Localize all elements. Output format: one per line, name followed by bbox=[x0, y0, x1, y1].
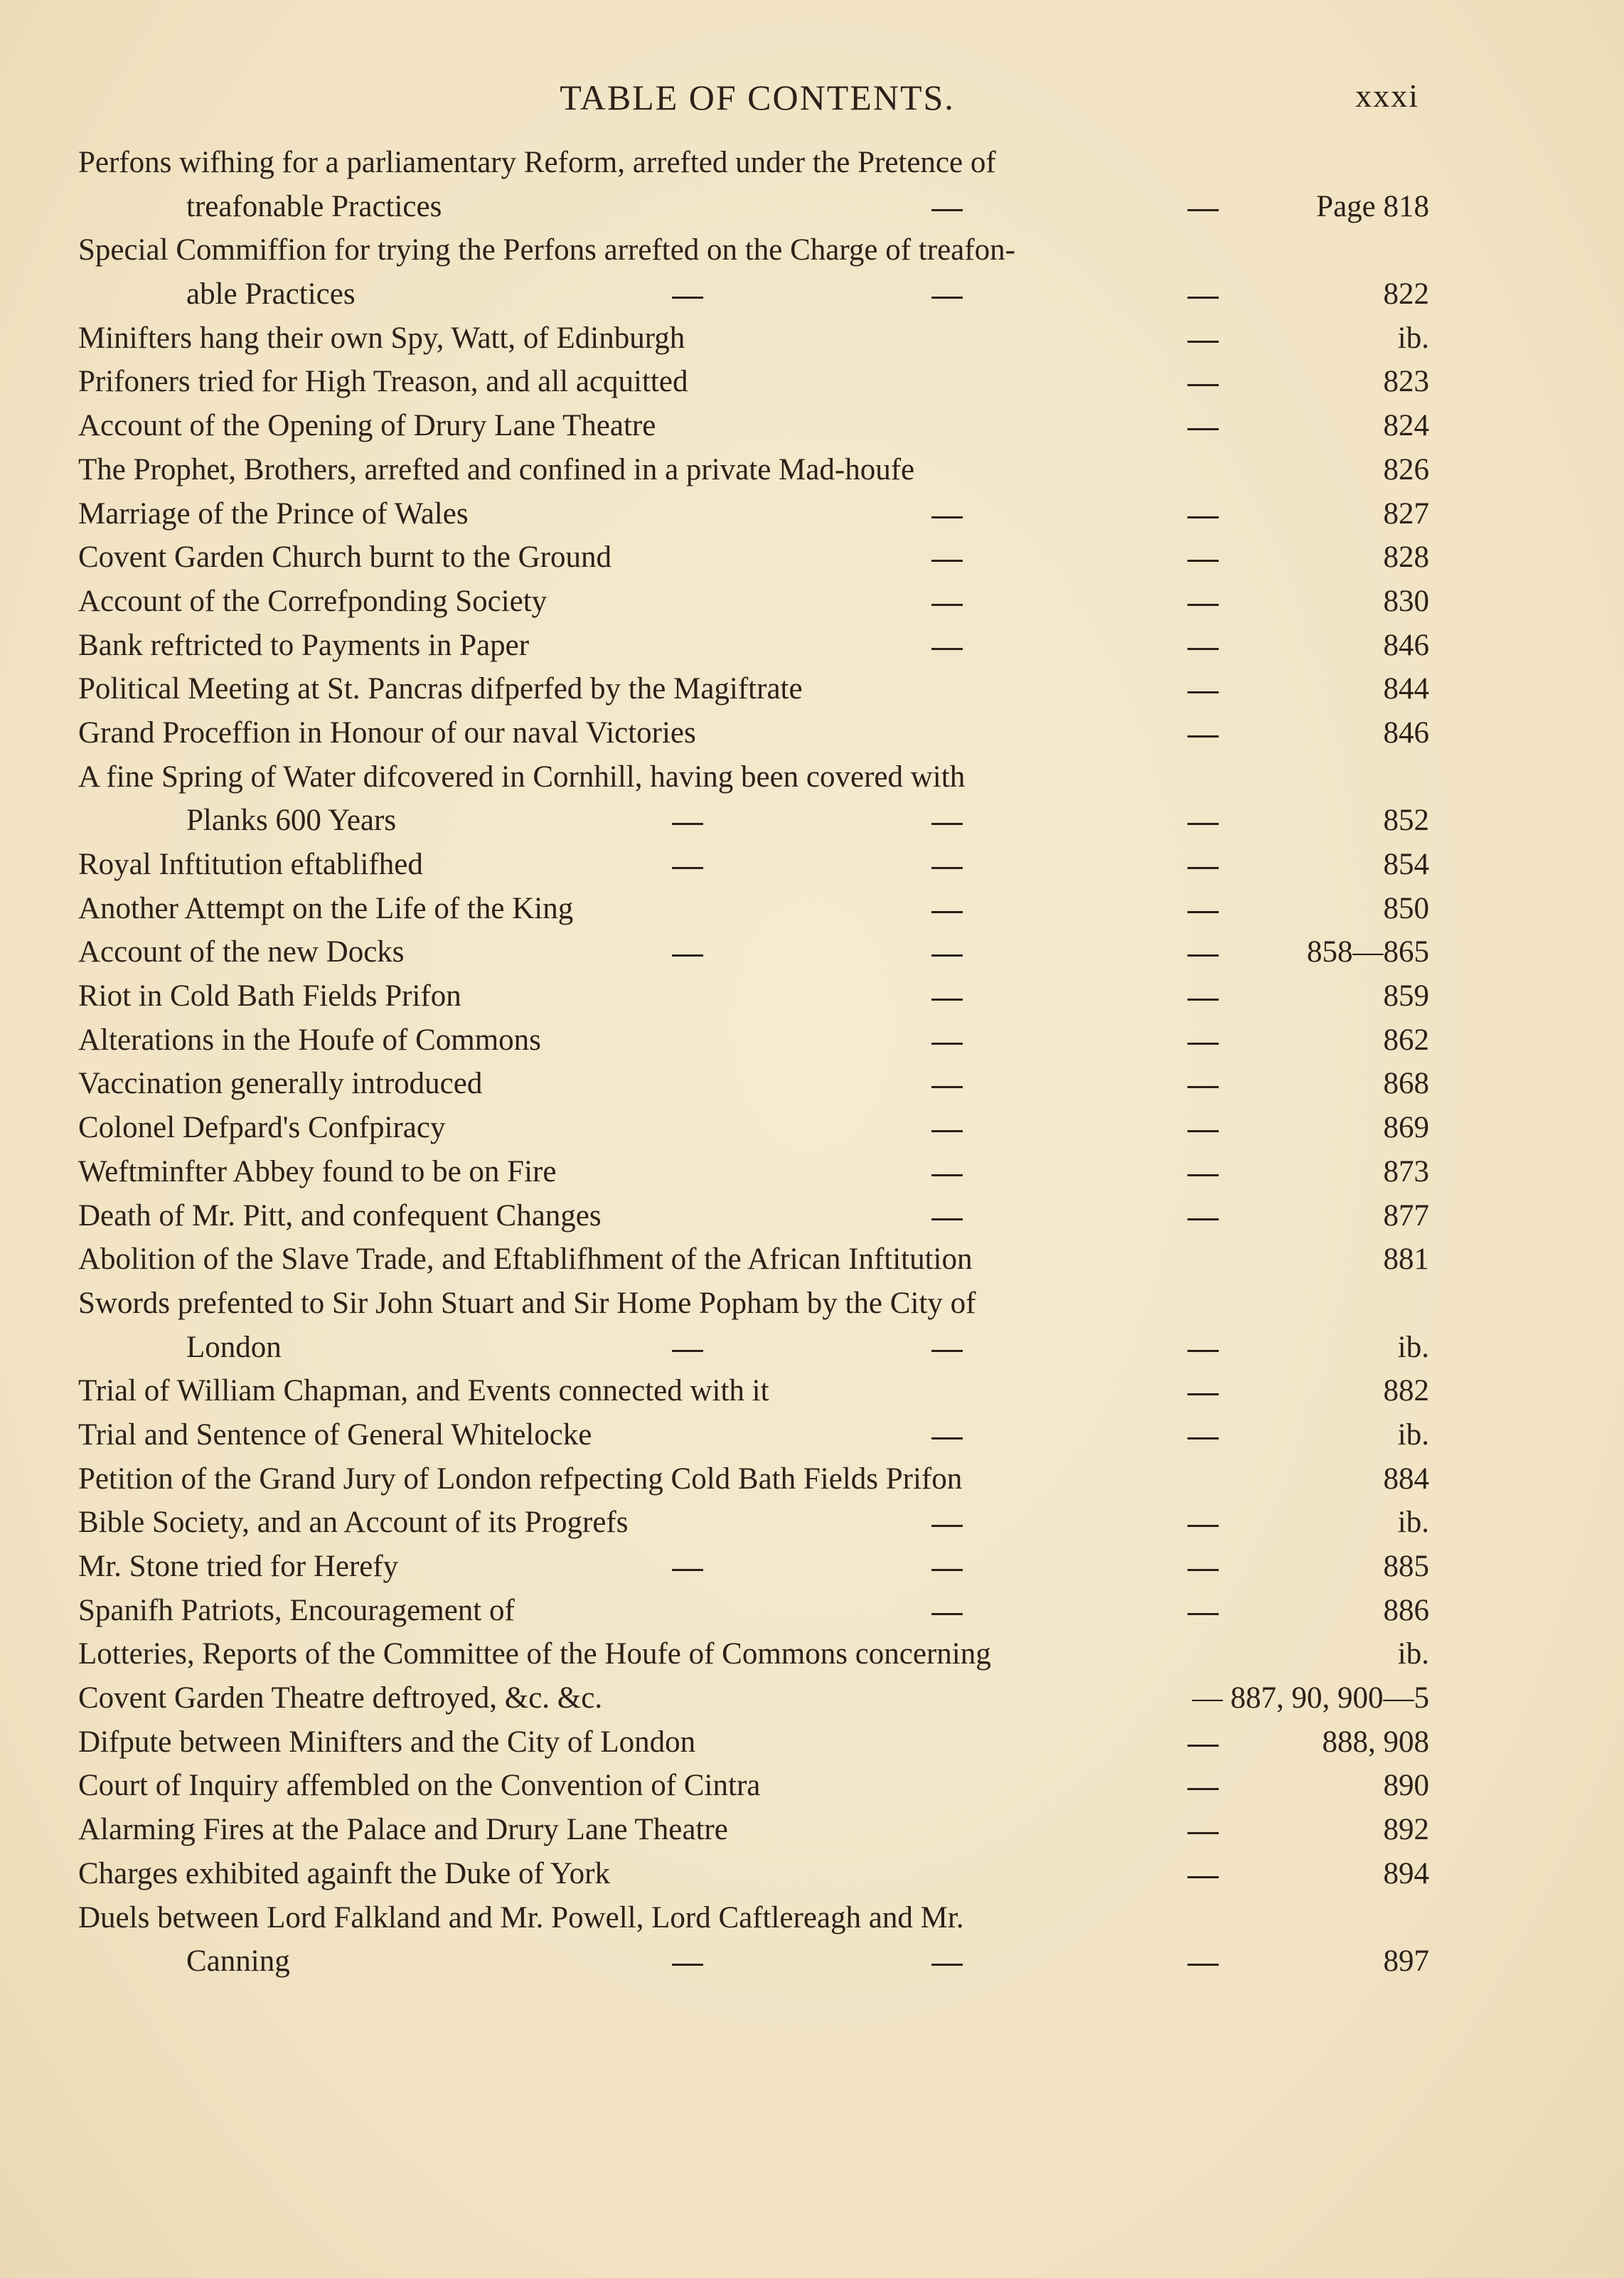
toc-entry-text: Special Commiffion for trying the Perfons arrefted on the Charge of treafon- bbox=[78, 233, 1015, 267]
toc-entry bbox=[78, 843, 1429, 887]
toc-page-number: 885 bbox=[1383, 1550, 1429, 1583]
folio-number: xxxi bbox=[1355, 78, 1419, 114]
leader-dash bbox=[931, 1218, 963, 1220]
leader-dash bbox=[1187, 1086, 1219, 1088]
toc-entry bbox=[78, 492, 1429, 536]
toc-page-number: 873 bbox=[1383, 1154, 1429, 1188]
toc-entry-text: Bank reftricted to Payments in Paper bbox=[78, 628, 530, 662]
toc-page-number: 826 bbox=[1383, 452, 1429, 486]
leader-dash bbox=[931, 999, 963, 1001]
leader-dash bbox=[672, 823, 703, 825]
leader-dash bbox=[1187, 209, 1219, 211]
leader-dash bbox=[1187, 1964, 1219, 1966]
leader-dash bbox=[931, 1086, 963, 1088]
toc-page-number: Page 818 bbox=[1316, 189, 1429, 223]
toc-entry bbox=[78, 1106, 1429, 1150]
toc-entry bbox=[78, 1413, 1429, 1457]
leader-dash bbox=[1187, 691, 1219, 693]
toc-entry-text: Court of Inquiry affembled on the Convention of Cintra bbox=[78, 1769, 761, 1803]
toc-page-number: ib. bbox=[1397, 1506, 1429, 1540]
toc-entry-text: Perfons wifhing for a parliamentary Reform, arrefted under the Pretence of bbox=[78, 146, 996, 179]
toc-page-number: 824 bbox=[1383, 409, 1429, 443]
toc-entry bbox=[78, 448, 1429, 492]
leader-dash bbox=[1187, 1393, 1219, 1395]
leader-dash bbox=[1187, 1569, 1219, 1571]
toc-entry bbox=[78, 1939, 1429, 1984]
leader-dash bbox=[1187, 1525, 1219, 1527]
leader-dash bbox=[1187, 954, 1219, 957]
toc-entry-text: able Practices bbox=[186, 277, 356, 312]
toc-page-number: 822 bbox=[1383, 277, 1429, 312]
leader-dash bbox=[1187, 1876, 1219, 1878]
toc-entry-text: Another Attempt on the Life of the King bbox=[78, 891, 574, 925]
toc-page-number: 881 bbox=[1383, 1242, 1429, 1277]
toc-page-number: 869 bbox=[1383, 1111, 1429, 1145]
leader-dash bbox=[1187, 384, 1219, 386]
leader-dash bbox=[1187, 428, 1219, 430]
toc-entry bbox=[78, 755, 1429, 799]
leader-dash bbox=[1187, 648, 1219, 650]
leader-dash bbox=[931, 1569, 963, 1571]
toc-entry bbox=[78, 580, 1429, 624]
toc-entry-text: Minifters hang their own Spy, Watt, of Edinburgh bbox=[78, 321, 685, 355]
toc-entry bbox=[78, 1369, 1429, 1413]
toc-entry bbox=[78, 1764, 1429, 1808]
leader-dash bbox=[1187, 604, 1219, 606]
toc-entry-text: Petition of the Grand Jury of London refpecting Cold Bath Fields Prifon bbox=[78, 1462, 963, 1496]
toc-entry-text: Trial and Sentence of General Whitelocke bbox=[78, 1417, 592, 1452]
toc-entry bbox=[78, 799, 1429, 843]
toc-entry bbox=[78, 1808, 1429, 1852]
toc-page-number: 862 bbox=[1383, 1023, 1429, 1057]
toc-entry-text: Bible Society, and an Account of its Progrefs bbox=[78, 1506, 629, 1540]
toc-page-number: 850 bbox=[1383, 891, 1429, 925]
leader-dash bbox=[931, 1437, 963, 1439]
leader-dash bbox=[931, 648, 963, 650]
toc-entry bbox=[78, 1326, 1429, 1370]
toc-page-number: 852 bbox=[1383, 804, 1429, 838]
toc-page-number: 846 bbox=[1383, 715, 1429, 750]
toc-page-number: 892 bbox=[1383, 1813, 1429, 1847]
toc-entry-text: Colonel Defpard's Confpiracy bbox=[78, 1111, 446, 1145]
leader-dash bbox=[1187, 1218, 1219, 1220]
leader-dash bbox=[1187, 1437, 1219, 1439]
toc-entry-text: Covent Garden Theatre deftroyed, &c. &c. bbox=[78, 1681, 603, 1715]
leader-dash bbox=[931, 1130, 963, 1132]
leader-dash bbox=[672, 1350, 703, 1352]
toc-entry bbox=[78, 272, 1429, 316]
leader-dash bbox=[672, 1964, 703, 1966]
toc-entry-text: Riot in Cold Bath Fields Prifon bbox=[78, 979, 461, 1013]
leader-dash bbox=[672, 867, 703, 869]
toc-entry-text: Canning bbox=[186, 1944, 290, 1979]
leader-dash bbox=[931, 604, 963, 606]
toc-entry bbox=[78, 404, 1429, 448]
toc-page-number: 882 bbox=[1383, 1374, 1429, 1408]
toc-entry-text: Charges exhibited againft the Duke of York bbox=[78, 1856, 610, 1890]
page-title: TABLE OF CONTENTS. bbox=[560, 78, 955, 117]
leader-dash bbox=[1187, 1788, 1219, 1790]
toc-entry bbox=[78, 1018, 1429, 1063]
leader-dash bbox=[931, 297, 963, 299]
leader-dash bbox=[1187, 823, 1219, 825]
leader-dash bbox=[1187, 297, 1219, 299]
toc-page-number: 828 bbox=[1383, 541, 1429, 575]
toc-entry bbox=[78, 1501, 1429, 1545]
toc-entry bbox=[78, 1282, 1429, 1326]
leader-dash bbox=[672, 297, 703, 299]
leader-dash bbox=[931, 1174, 963, 1176]
toc-entry bbox=[78, 536, 1429, 580]
toc-entry-text: Mr. Stone tried for Herefy bbox=[78, 1550, 399, 1583]
leader-dash bbox=[1187, 999, 1219, 1001]
leader-dash bbox=[931, 560, 963, 562]
toc-page-number: ib. bbox=[1397, 321, 1429, 355]
toc-entry-text: Abolition of the Slave Trade, and Eftablifhment of the African Inftitution bbox=[78, 1242, 973, 1277]
leader-dash bbox=[1187, 341, 1219, 343]
toc-entry-text: Covent Garden Church burnt to the Ground bbox=[78, 541, 611, 575]
toc-entry bbox=[78, 1720, 1429, 1765]
toc-page-number: 886 bbox=[1383, 1593, 1429, 1627]
toc-entry-text: Difpute between Minifters and the City of London bbox=[78, 1725, 696, 1759]
toc-entry-text: Account of the Opening of Drury Lane Theatre bbox=[78, 409, 656, 443]
toc-page-number: ib. bbox=[1397, 1417, 1429, 1452]
toc-entry bbox=[78, 360, 1429, 404]
toc-entry bbox=[78, 185, 1429, 229]
toc-entry bbox=[78, 887, 1429, 931]
toc-entry-text: Weftminfter Abbey found to be on Fire bbox=[78, 1154, 557, 1188]
toc-page-number: 844 bbox=[1383, 672, 1429, 706]
leader-dash bbox=[931, 516, 963, 518]
toc-entry-text: Spanifh Patriots, Encouragement of bbox=[78, 1593, 515, 1627]
toc-entry bbox=[78, 930, 1429, 974]
leader-dash bbox=[1187, 1613, 1219, 1615]
toc-entry-text: A fine Spring of Water difcovered in Cornhill, having been covered with bbox=[78, 760, 966, 794]
toc-entry-text: Lotteries, Reports of the Committee of the Houfe of Commons concerning bbox=[78, 1637, 991, 1671]
leader-dash bbox=[1187, 560, 1219, 562]
toc-entry-text: Death of Mr. Pitt, and confequent Changes bbox=[78, 1198, 602, 1233]
toc-entry-text: Alterations in the Houfe of Commons bbox=[78, 1023, 541, 1057]
toc-entry-text: The Prophet, Brothers, arrefted and confined in a private Mad-houfe bbox=[78, 452, 915, 486]
toc-entry-text: London bbox=[186, 1330, 282, 1364]
toc-entry-text: Swords prefented to Sir John Stuart and Sir Home Popham by the City of bbox=[78, 1286, 976, 1320]
leader-dash bbox=[1187, 1745, 1219, 1747]
toc-entry bbox=[78, 1632, 1429, 1676]
leader-dash bbox=[931, 911, 963, 913]
toc-entry-text: Marriage of the Prince of Wales bbox=[78, 496, 469, 531]
toc-entry bbox=[78, 624, 1429, 668]
leader-dash bbox=[931, 1043, 963, 1045]
toc-entry-text: Account of the new Docks bbox=[78, 935, 405, 969]
toc-entry bbox=[78, 1062, 1429, 1106]
toc-entry bbox=[78, 1676, 1429, 1720]
toc-page-number: 859 bbox=[1383, 979, 1429, 1013]
leader-dash bbox=[931, 954, 963, 957]
toc-entry bbox=[78, 974, 1429, 1018]
toc-page-number: 877 bbox=[1383, 1198, 1429, 1233]
leader-dash bbox=[1187, 1130, 1219, 1132]
toc-entry bbox=[78, 1852, 1429, 1896]
toc-page-number: 890 bbox=[1383, 1769, 1429, 1803]
leader-dash bbox=[931, 823, 963, 825]
toc-entry bbox=[78, 1194, 1429, 1238]
toc-entry-text: treafonable Practices bbox=[186, 189, 442, 223]
toc-entry bbox=[78, 1238, 1429, 1282]
toc-page-number: 897 bbox=[1383, 1944, 1429, 1979]
leader-dash bbox=[1187, 867, 1219, 869]
toc-page-number: 830 bbox=[1383, 584, 1429, 618]
leader-dash bbox=[1187, 735, 1219, 738]
leader-dash bbox=[931, 1525, 963, 1527]
toc-entry bbox=[78, 1457, 1429, 1501]
toc-entry-text: Trial of William Chapman, and Events connected with it bbox=[78, 1374, 769, 1408]
toc-page-number: — 887, 90, 900—5 bbox=[1192, 1681, 1429, 1715]
toc-page-number: ib. bbox=[1397, 1637, 1429, 1671]
toc-page-number: 846 bbox=[1383, 628, 1429, 662]
toc-entry bbox=[78, 667, 1429, 711]
toc-entry bbox=[78, 1545, 1429, 1589]
leader-dash bbox=[1187, 1174, 1219, 1176]
toc-page-number: 888, 908 bbox=[1322, 1725, 1429, 1759]
toc-entry bbox=[78, 1589, 1429, 1633]
toc-entry-text: Account of the Correfponding Society bbox=[78, 584, 547, 618]
table-of-contents bbox=[78, 141, 1429, 1984]
leader-dash bbox=[931, 867, 963, 869]
toc-entry-text: Vaccination generally introduced bbox=[78, 1067, 483, 1101]
page-header bbox=[0, 77, 1624, 119]
toc-entry bbox=[78, 228, 1429, 272]
toc-entry-text: Duels between Lord Falkland and Mr. Powell, Lord Caftlereagh and Mr. bbox=[78, 1900, 964, 1934]
toc-entry bbox=[78, 1896, 1429, 1940]
leader-dash bbox=[1187, 1350, 1219, 1352]
leader-dash bbox=[931, 209, 963, 211]
leader-dash bbox=[1187, 516, 1219, 518]
toc-page-number: 868 bbox=[1383, 1067, 1429, 1101]
leader-dash bbox=[1187, 911, 1219, 913]
toc-entry bbox=[78, 1150, 1429, 1194]
toc-entry bbox=[78, 711, 1429, 755]
leader-dash bbox=[931, 1350, 963, 1352]
toc-entry-text: Alarming Fires at the Palace and Drury Lane Theatre bbox=[78, 1813, 728, 1847]
leader-dash bbox=[1187, 1832, 1219, 1834]
toc-page-number: 894 bbox=[1383, 1856, 1429, 1890]
toc-page-number: 884 bbox=[1383, 1462, 1429, 1496]
toc-entry-text: Political Meeting at St. Pancras difperfed by the Magiftrate bbox=[78, 672, 803, 706]
toc-entry bbox=[78, 141, 1429, 185]
toc-entry-text: Planks 600 Years bbox=[186, 804, 397, 838]
leader-dash bbox=[672, 1569, 703, 1571]
toc-page-number: 854 bbox=[1383, 848, 1429, 881]
toc-page-number: 827 bbox=[1383, 496, 1429, 531]
toc-entry-text: Prifoners tried for High Treason, and all acquitted bbox=[78, 365, 688, 399]
toc-entry-text: Grand Proceffion in Honour of our naval Victories bbox=[78, 715, 696, 750]
leader-dash bbox=[1187, 1043, 1219, 1045]
toc-entry-text: Royal Inftitution eftablifhed bbox=[78, 848, 423, 881]
toc-entry bbox=[78, 316, 1429, 361]
toc-page-number: ib. bbox=[1397, 1330, 1429, 1364]
toc-page-number: 823 bbox=[1383, 365, 1429, 399]
leader-dash bbox=[931, 1964, 963, 1966]
toc-page-number: 858—865 bbox=[1307, 935, 1429, 969]
leader-dash bbox=[931, 1613, 963, 1615]
leader-dash bbox=[672, 954, 703, 957]
